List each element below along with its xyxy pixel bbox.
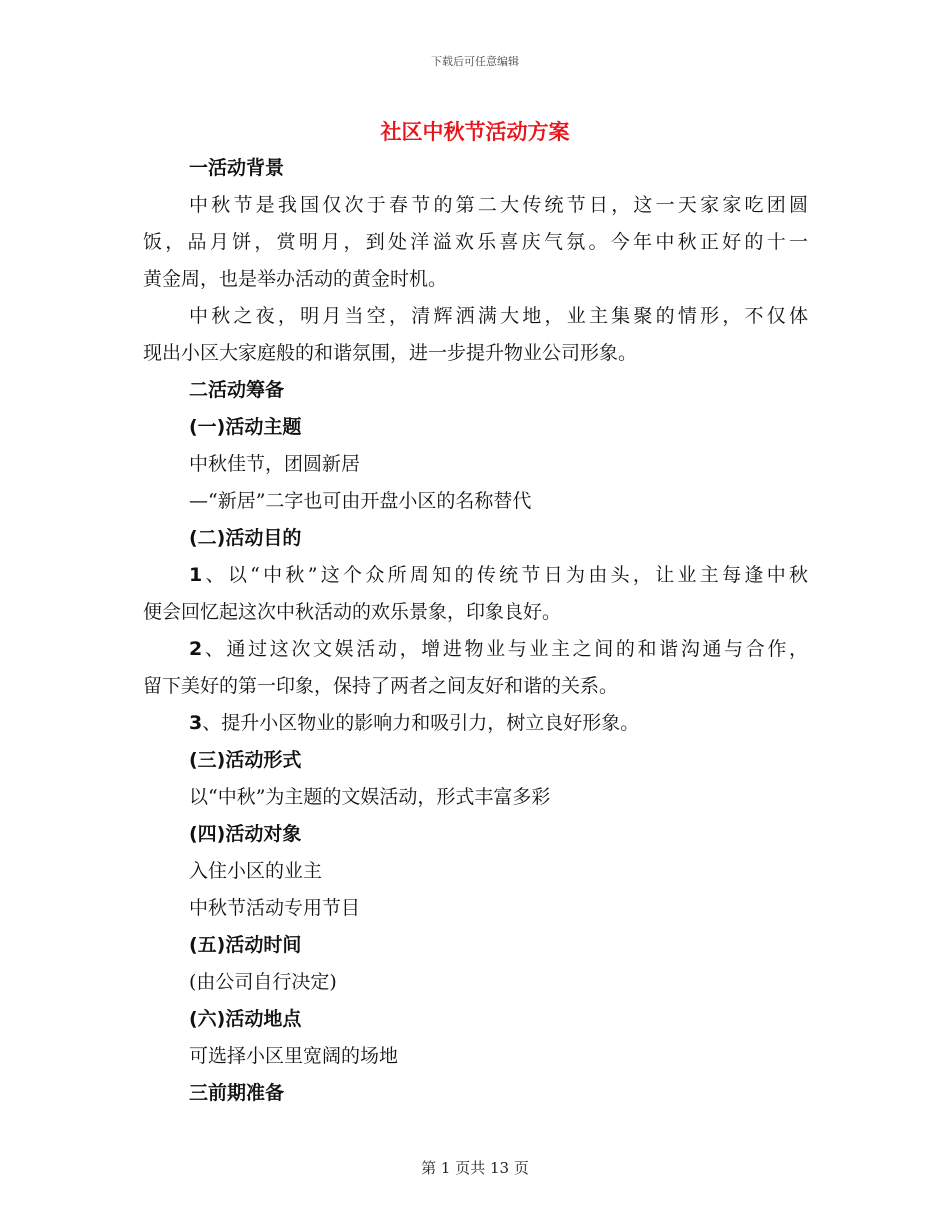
place-line: 可选择小区里宽阔的场地 (189, 1045, 399, 1067)
subheading-target: (四)活动对象 (189, 823, 302, 845)
purpose-item-1 (143, 557, 808, 631)
section-heading-background: 一活动背景 (189, 157, 285, 179)
paragraph-background-1 (143, 187, 808, 298)
target-line: 入住小区的业主 (189, 860, 323, 882)
paragraph-line: 留下美好的第一印象，保持了两者之间友好和谐的关系。 (143, 675, 619, 697)
page-number: 第 1 页共 13 页 (421, 1159, 529, 1177)
theme-line: 中秋佳节，团圆新居 (189, 453, 361, 475)
paragraph-line (143, 631, 808, 668)
document-body (143, 150, 808, 1112)
item-text: 、提升小区物业的影响力和吸引力，树立良好形象。 (202, 712, 640, 734)
subheading-time: (五)活动时间 (189, 934, 302, 956)
paragraph-line: 中秋节是我国仅次于春节的第二大传统节日，这一天家家吃团圆 (189, 194, 808, 216)
document-title: 社区中秋节活动方案 (380, 120, 570, 144)
theme-note-line: —“新居”二字也可由开盘小区的名称替代 (189, 490, 532, 512)
paragraph-line: 便会回忆起这次中秋活动的欢乐景象，印象良好。 (143, 601, 562, 623)
purpose-item-3 (143, 705, 808, 742)
paragraph-line: 中秋之夜，明月当空，清辉洒满大地，业主集聚的情形，不仅体 (189, 305, 808, 327)
section-heading-preparation: 二活动筹备 (189, 379, 285, 401)
paragraph-background-2 (143, 298, 808, 372)
subheading-form: (三)活动形式 (189, 749, 302, 771)
item-number: 2 (189, 638, 203, 660)
item-text: 、以“中秋”这个众所周知的传统节日为由头，让业主每逢中秋 (202, 564, 808, 586)
subheading-purpose: (二)活动目的 (189, 527, 302, 549)
section-heading-pre-preparation: 三前期准备 (189, 1082, 285, 1104)
paragraph-line: 黄金周，也是举办活动的黄金时机。 (143, 268, 448, 290)
item-number: 3 (189, 712, 203, 734)
subheading-theme: (一)活动主题 (189, 416, 302, 438)
paragraph-line: 饭，品月饼，赏明月，到处洋溢欢乐喜庆气氛。今年中秋正好的十一 (143, 231, 808, 253)
item-number: 1 (189, 564, 203, 586)
target-line: 中秋节活动专用节目 (189, 897, 361, 919)
paragraph-line (143, 557, 808, 594)
subheading-place: (六)活动地点 (189, 1008, 302, 1030)
time-line: (由公司自行决定) (189, 971, 337, 993)
item-text: 、通过这次文娱活动，增进物业与业主之间的和谐沟通与合作， (202, 638, 808, 660)
purpose-item-2 (143, 631, 808, 705)
form-line: 以“中秋”为主题的文娱活动，形式丰富多彩 (189, 786, 551, 808)
paragraph-line: 现出小区大家庭般的和谐氛围，进一步提升物业公司形象。 (143, 342, 638, 364)
page-header-note: 下载后可任意编辑 (431, 55, 519, 68)
